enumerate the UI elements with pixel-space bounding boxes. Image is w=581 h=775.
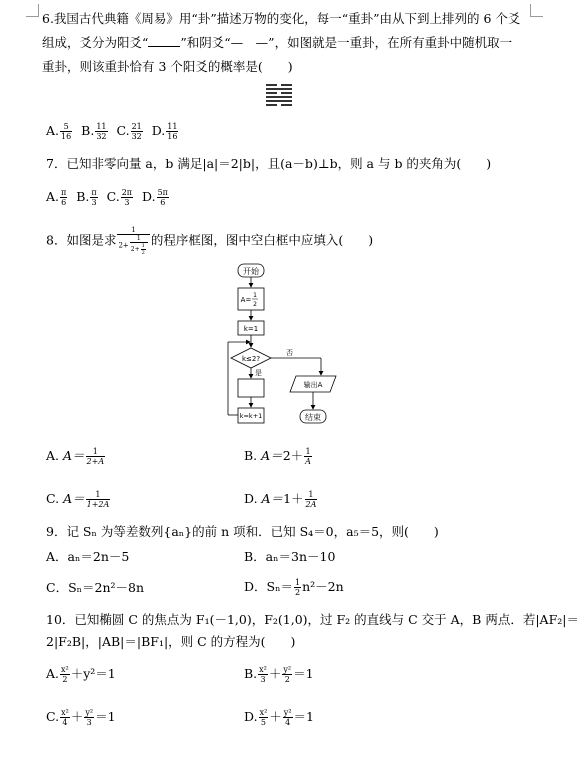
flow-condition-label: k≤2? [241,355,261,363]
q6-stem-line2-b: ”和阴爻“— —”，如图就是一重卦，在所有重卦中随机取一 [180,35,513,50]
q9-option-a[interactable]: A．aₙ＝2n－5 [46,549,130,564]
q6-option-b[interactable]: B. $\frac{11}{32}$ [81,122,107,141]
hexagram-line-2 [266,88,292,90]
q8-option-d[interactable]: D. A＝1＋ $\frac{1}{2A}$ [244,490,317,509]
q8-option-a[interactable]: A. A＝ $\frac{1}{2+A}$ [46,447,105,466]
hexagram-line-1 [266,84,292,86]
q6-option-c[interactable]: C. $\frac{21}{32}$ [116,122,142,141]
q10-option-a[interactable]: A. $\frac{\text{x²}}{2}$ ＋y²＝1 [46,665,116,684]
q7-option-d[interactable]: D. $\frac{5\pi}{6}$ [142,188,168,207]
q9-option-d[interactable]: D．Sₙ＝ $\frac{1}{2}$ n²－2n [244,578,344,597]
q7-stem: 7．已知非零向量 a，b 满足|a|＝2|b|，且(a－b)⊥b，则 a 与 b 的夹角为( ) [46,156,492,171]
q8-stem: 8．如图是求 1 2+ 1 2+ $\frac{1}{2}$ 的程序框图，图中空白框中应填入( ) [46,226,374,256]
flow-yes-label: 是 [255,369,262,377]
continued-fraction-expression: 1 2+ 1 2+ $\frac{1}{2}$ [117,226,149,256]
flow-end-label: 结束 [305,413,321,422]
hexagram-line-6 [266,104,292,106]
flow-init-a-num: 1 [253,292,257,299]
q10-option-b[interactable]: B. $\frac{\text{x²}}{3}$ ＋ $\frac{\text{y²}}{2}$ ＝1 [244,665,314,684]
hexagram-line-4 [266,96,292,98]
q7-option-a[interactable]: A. $\frac{\pi}{6}$ [46,188,67,207]
yang-line-symbol [148,36,180,47]
q6-option-a[interactable]: A. $\frac{5}{16}$ [46,122,72,141]
flow-init-k-label: k=1 [243,325,259,333]
q9-option-c[interactable]: C．Sₙ＝2n²－8n [46,580,145,595]
flow-init-a-den: 2 [253,301,257,308]
page-corner-mark-right [530,4,543,17]
flow-update-label: k=k+1 [239,412,263,420]
flow-output-label: 输出A [303,381,323,389]
page-corner-mark-left [26,4,39,17]
q8-option-c[interactable]: C. A＝ $\frac{1}{1+2A}$ [46,490,110,509]
flow-blank-box [238,379,264,397]
q9-option-b[interactable]: B．aₙ＝3n－10 [244,549,336,564]
hexagram-figure [266,84,292,108]
q9-stem: 9．记 Sₙ 为等差数列{aₙ}的前 n 项和．已知 S₄＝0，a₅＝5，则( ) [46,524,439,539]
q7-option-c[interactable]: C. $\frac{2\pi}{3}$ [106,188,133,207]
q10-stem-line1: 10．已知椭圆 C 的焦点为 F₁(－1,0)，F₂(1,0)，过 F₂ 的直线与 C 交于 A，B 两点．若|AF₂|＝ [46,612,579,627]
q6-option-d[interactable]: D. $\frac{11}{16}$ [151,122,178,141]
q6-options [46,122,179,141]
q6-stem-line2 [42,35,512,51]
hexagram-line-5 [266,100,292,102]
hexagram-line-3 [266,92,292,94]
q6-stem-line1: 6.我国古代典籍《周易》用“卦”描述万物的变化，每一“重卦”由从下到上排列的 6 个爻 [42,11,521,26]
q7-option-b[interactable]: B. $\frac{\pi}{3}$ [76,188,97,207]
q10-option-d[interactable]: D. $\frac{\text{x²}}{5}$ ＋ $\frac{\text{y²}}{4}$ ＝1 [244,708,314,727]
q6-stem-line3: 重卦，则该重卦恰有 3 个阳爻的概率是( ) [42,59,293,74]
q10-stem-line2: 2|F₂B|，|AB|＝|BF₁|，则 C 的方程为( ) [46,634,296,649]
q6-stem-line2-a: 组成，爻分为阳爻“ [42,35,149,50]
q8-option-b[interactable]: B. A＝2＋ $\frac{1}{A}$ [244,447,311,466]
flow-init-a-label: A= [240,296,252,304]
q7-options [46,188,170,207]
program-flowchart [220,260,350,430]
q10-option-c[interactable]: C. $\frac{\text{x²}}{4}$ ＋ $\frac{\text{y²}}{3}$ ＝1 [46,708,116,727]
flow-start-label: 开始 [243,267,259,276]
flow-no-label: 否 [286,349,293,357]
